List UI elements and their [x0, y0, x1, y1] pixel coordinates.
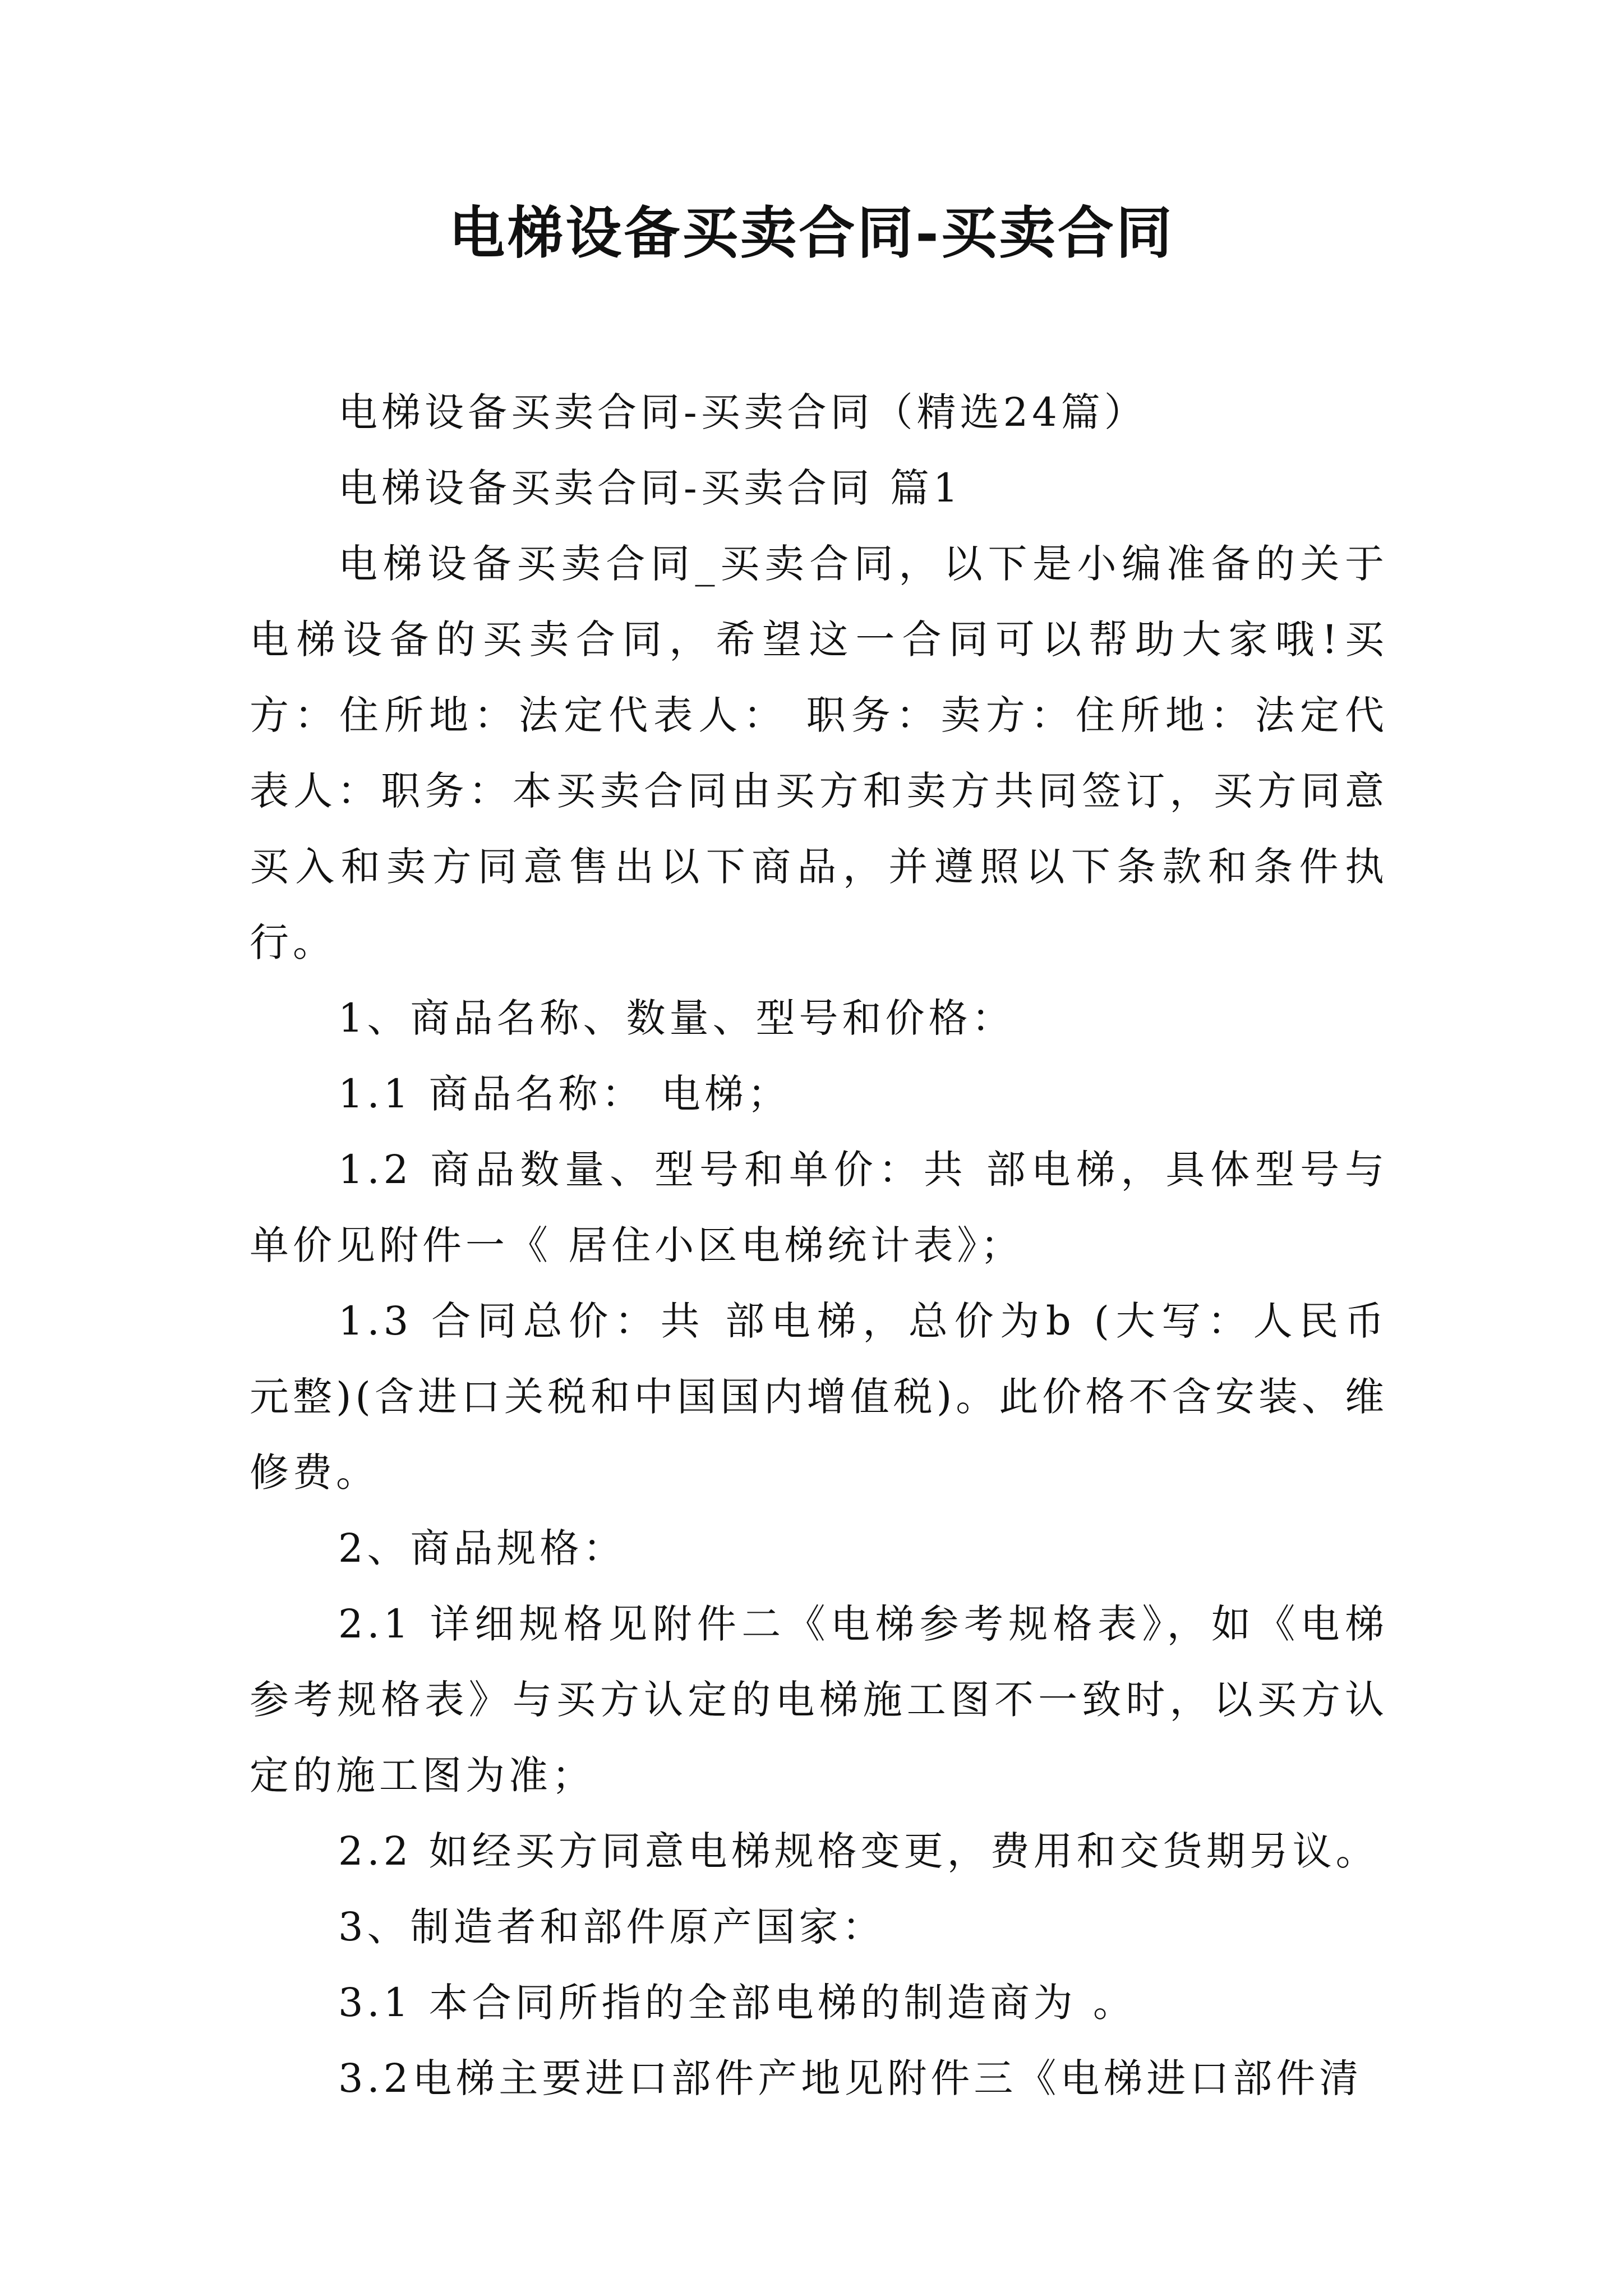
paragraph-clause-1-3: 1.3 合同总价：共 部电梯，总价为b (大写：人民币 元整)(含进口关税和中国国内增值税)。此价格不含安装、维修费。: [250, 1298, 1388, 1496]
paragraph-collection-title: 电梯设备买卖合同-买卖合同（精选24篇）: [338, 389, 1147, 435]
paragraph-clause-1-1: 1.1 商品名称： 电梯；: [338, 1071, 791, 1117]
paragraph-clause-1: 1、商品名称、数量、型号和价格：: [338, 995, 1015, 1041]
paragraph-section-heading: 电梯设备买卖合同-买卖合同 篇1: [338, 465, 962, 511]
paragraph-clause-2-1: 2.1 详细规格见附件二《电梯参考规格表》，如《电梯参考规格表》与买方认定的电梯施工图不一致时，以买方认定的施工图为准；: [250, 1601, 1388, 1798]
document-body: [250, 375, 1388, 2116]
paragraph-clause-3-2: 3.2电梯主要进口部件产地见附件三《电梯进口部件清: [338, 2055, 1363, 2101]
document-title: 电梯设备买卖合同-买卖合同: [449, 200, 1174, 266]
paragraph-clause-1-2: 1.2 商品数量、型号和单价：共 部电梯，具体型号与单价见附件一《 居住小区电梯统计表》；: [250, 1147, 1388, 1268]
paragraph-clause-2: 2、商品规格：: [338, 1525, 626, 1571]
paragraph-clause-3: 3、制造者和部件原产国家：: [338, 1904, 886, 1950]
paragraph-clause-2-2: 2.2 如经买方同意电梯规格变更，费用和交货期另议。: [338, 1828, 1379, 1874]
paragraph-clause-3-1: 3.1 本合同所指的全部电梯的制造商为 。: [338, 1980, 1136, 2026]
paragraph-intro: 电梯设备买卖合同_买卖合同，以下是小编准备的关于电梯设备的买卖合同，希望这一合同可以帮助大家哦!买方：住所地：法定代表人： 职务：卖方：住所地：法定代表人：职务：本买卖合同由买方和卖方共同签订，买方同意买入和卖方同意售出以下商品，并遵照以下条款和条件执行。: [250, 541, 1388, 965]
